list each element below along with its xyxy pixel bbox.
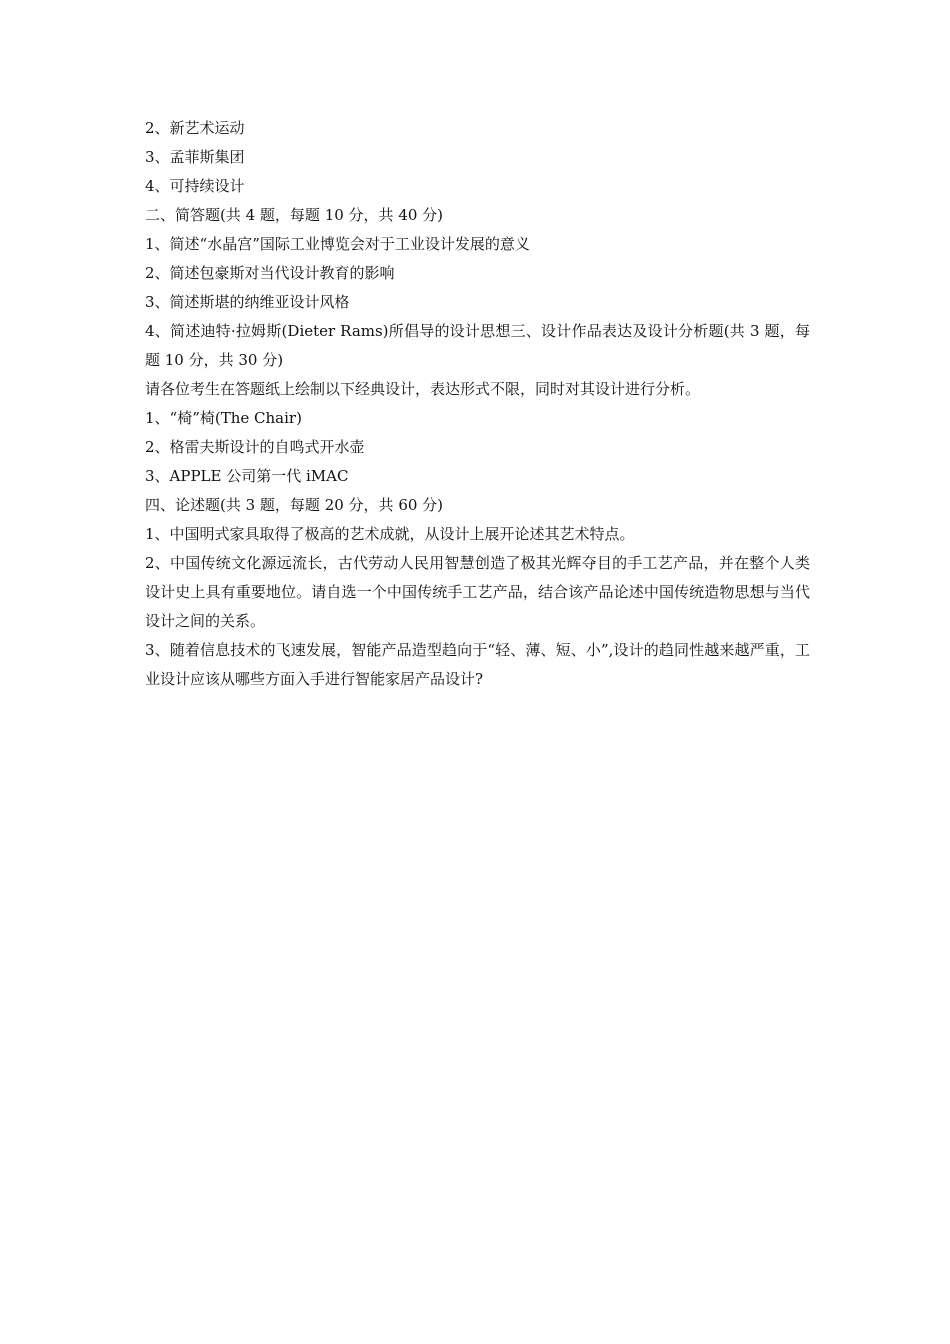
essay-question-smart-home: 3、随着信息技术的飞速发展，智能产品造型趋向于“轻、薄、短、小”,设计的趋同性越来越严重，工业设计应该从哪些方面入手进行智能家居产品设计? xyxy=(145,641,810,688)
list-item-new-art-movement: 2、新艺术运动 xyxy=(145,119,245,137)
essay-question-traditional-crafts: 2、中国传统文化源远流长，古代劳动人民用智慧创造了极其光辉夺目的手工艺产品，并在整个人类设计史上具有重要地位。请自选一个中国传统手工艺产品，结合该产品论述中国传统造物思想与当代设计之间的关系。 xyxy=(145,554,810,630)
instructions-paragraph: 请各位考生在答题纸上绘制以下经典设计，表达形式不限，同时对其设计进行分析。 xyxy=(145,380,701,398)
question-crystal-palace: 1、简述“水晶宫”国际工业博览会对于工业设计发展的意义 xyxy=(145,235,530,253)
design-item-imac: 3、APPLE 公司第一代 iMAC xyxy=(145,467,349,485)
section-heading-short-answer: 二、简答题(共 4 题，每题 10 分，共 40 分) xyxy=(145,206,444,224)
essay-question-ming-furniture: 1、中国明式家具取得了极高的艺术成就，从设计上展开论述其艺术特点。 xyxy=(145,525,635,543)
question-scandinavian: 3、简述斯堪的纳维亚设计风格 xyxy=(145,293,350,311)
question-bauhaus: 2、简述包豪斯对当代设计教育的影响 xyxy=(145,264,395,282)
design-item-the-chair: 1、“椅”椅(The Chair) xyxy=(145,409,302,427)
list-item-sustainable-design: 4、可持续设计 xyxy=(145,177,245,195)
section-heading-essay: 四、论述题(共 3 题，每题 20 分，共 60 分) xyxy=(145,496,444,514)
design-item-graves-kettle: 2、格雷夫斯设计的自鸣式开水壶 xyxy=(145,438,365,456)
list-item-memphis-group: 3、孟菲斯集团 xyxy=(145,148,245,166)
question-dieter-rams: 4、简述迪特·拉姆斯(Dieter Rams)所倡导的设计思想三、设计作品表达及设计分析题(共 3 题，每题 10 分，共 30 分) xyxy=(145,322,810,369)
document-body xyxy=(145,114,810,694)
